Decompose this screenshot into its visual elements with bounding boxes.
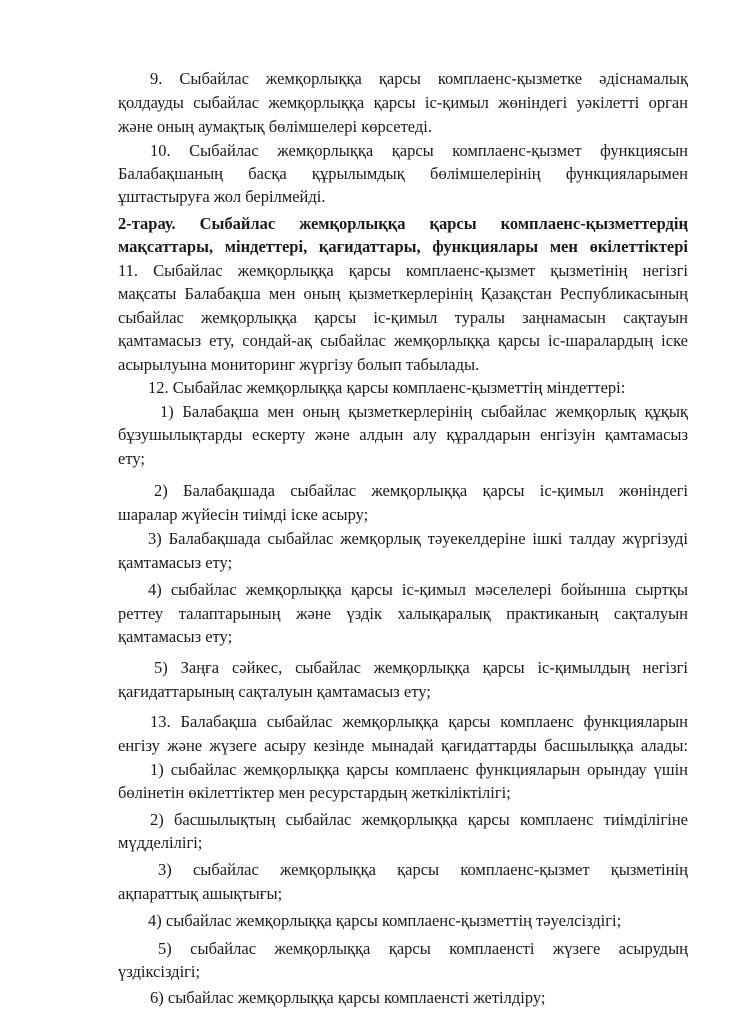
- list-item: 1) Балабақша мен оның қызметкерлерінің сыбайлас жемқорлық құқық: [160, 402, 688, 421]
- chapter-heading: мақсаттары, міндеттері, қағидаттары, функциялары мен өкілеттіктері: [118, 237, 688, 256]
- text-line: қамтамасыз ету, сондай-ақ сыбайлас жемқорлыққа қарсы іс-шаралардың іске: [118, 331, 688, 350]
- text-line: қағидаттарының сақталуын қамтамасыз ету;: [118, 682, 431, 701]
- text-line: бұзушылықтарды ескерту және алдын алу құралдарын енгізуін қамтамасыз: [118, 425, 688, 444]
- text-line: Балабақшаның басқа құрылымдық бөлімшелерінің функцияларымен: [118, 164, 688, 183]
- text-line: және оның аумақтық бөлімшелері көрсетеді.: [118, 117, 432, 136]
- text-line: ету;: [118, 449, 145, 468]
- text-line: шаралар жүйесін тиімді іске асыру;: [118, 505, 369, 524]
- list-item: 3) сыбайлас жемқорлыққа қарсы комплаенс-қызмет қызметінің: [158, 860, 688, 879]
- text-line: қамтамасыз ету;: [118, 553, 233, 572]
- text-line: енгізу және жүзеге асыру кезінде мынадай қағидаттарды басшылыққа алады:: [118, 736, 688, 755]
- text-line: ақпараттық ашықтығы;: [118, 884, 283, 903]
- text-line: ұштастыруға жол берілмейді.: [118, 187, 326, 206]
- text-line: 13. Балабақша сыбайлас жемқорлыққа қарсы комплаенс функцияларын: [150, 712, 688, 731]
- text-line: 11. Сыбайлас жемқорлыққа қарсы комплаенс-қызмет қызметінің негізгі: [118, 261, 688, 280]
- list-item: 1) сыбайлас жемқорлыққа қарсы комплаенс функцияларын орындау үшін: [150, 760, 688, 779]
- text-line: үздіксіздігі;: [118, 962, 201, 981]
- list-item: 3) Балабақшада сыбайлас жемқорлық тәуекелдеріне ішкі талдау жүргізуді: [148, 529, 688, 548]
- list-item: 6) сыбайлас жемқорлыққа қарсы комплаенсті жетілдіру;: [150, 988, 546, 1007]
- text-line: 12. Сыбайлас жемқорлыққа қарсы комплаенс-қызметтің міндеттері:: [148, 378, 626, 397]
- list-item: 4) сыбайлас жемқорлыққа қарсы іс-қимыл мәселелері бойынша сыртқы: [148, 580, 688, 599]
- list-item: 5) Заңға сәйкес, сыбайлас жемқорлыққа қарсы іс-қимылдың негізгі: [154, 658, 688, 677]
- text-line: асырылуына мониторинг жүргізу болып табылады.: [118, 355, 480, 374]
- list-item: 5) сыбайлас жемқорлыққа қарсы комплаенсті жүзеге асырудың: [158, 939, 688, 958]
- list-item: 4) сыбайлас жемқорлыққа қарсы комплаенс-қызметтің тәуелсіздігі;: [148, 911, 622, 930]
- text-line: қолдауды сыбайлас жемқорлыққа қарсы іс-қимыл жөніндегі уәкілетті орган: [118, 93, 688, 112]
- text-line: мақсаты Балабақша мен оның қызметкерлерінің Қазақстан Республикасының: [118, 284, 688, 303]
- text-line: бөлінетін өкілеттіктер мен ресурстардың жеткіліктілігі;: [118, 783, 511, 802]
- text-line: мүдделілігі;: [118, 833, 203, 852]
- list-item: 2) басшылықтың сыбайлас жемқорлыққа қарсы комплаенс тиімділігіне: [150, 810, 688, 829]
- text-line: сыбайлас жемқорлыққа қарсы іс-қимыл туралы заңнамасын сақтауын: [118, 308, 688, 327]
- text-line: 10. Сыбайлас жемқорлыққа қарсы комплаенс-қызмет функциясын: [150, 141, 688, 160]
- list-item: 2) Балабақшада сыбайлас жемқорлыққа қарсы іс-қимыл жөніндегі: [154, 481, 688, 500]
- text-line: 9. Сыбайлас жемқорлыққа қарсы комплаенс-қызметке әдіснамалық: [150, 69, 688, 88]
- text-line: қамтамасыз ету;: [118, 627, 233, 646]
- text-line: реттеу талаптарының және үздік халықаралық практиканың сақталуын: [118, 604, 688, 623]
- chapter-heading: 2-тарау. Сыбайлас жемқорлыққа қарсы комплаенс-қызметтердің: [118, 214, 688, 233]
